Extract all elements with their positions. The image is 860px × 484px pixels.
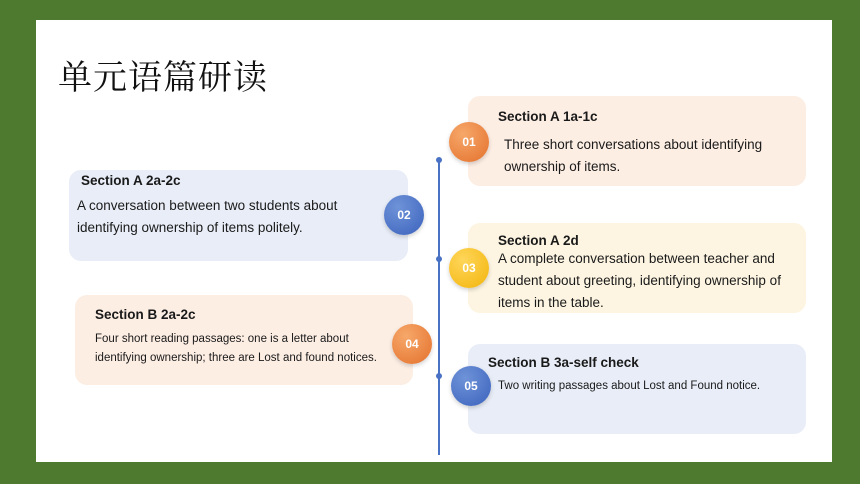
section-number-badge: 01: [449, 122, 489, 162]
timeline-dot: [436, 256, 442, 262]
section-heading: Section B 3a-self check: [488, 355, 639, 370]
section-card-02: [69, 170, 408, 261]
section-card-01: [468, 96, 806, 186]
slide: [36, 20, 832, 462]
timeline-line: [438, 160, 440, 455]
section-card-04: [75, 295, 413, 385]
section-number-badge: 04: [392, 324, 432, 364]
slide-title: 单元语篇研读: [58, 58, 268, 98]
section-heading: Section A 2a-2c: [81, 173, 181, 188]
section-description: A conversation between two students about identifying ownership of items politely.: [77, 198, 338, 235]
section-description: Two writing passages about Lost and Found notice.: [498, 380, 761, 392]
section-description: A complete conversation between teacher and student about greeting, identifying ownership of items in the table.: [498, 251, 781, 310]
section-heading: Section B 2a-2c: [95, 307, 196, 322]
section-description: Four short reading passages: one is a letter about identifying ownership; three are Lost and found notices.: [95, 333, 377, 364]
section-heading: Section A 2d: [498, 233, 579, 248]
timeline-dot: [436, 157, 442, 163]
timeline-dot: [436, 373, 442, 379]
section-card-03: [468, 223, 806, 313]
section-description: Three short conversations about identifying ownership of items.: [504, 137, 763, 174]
section-number-badge: 03: [449, 248, 489, 288]
section-card-05: [468, 344, 806, 434]
section-number-badge: 02: [384, 195, 424, 235]
section-number-badge: 05: [451, 366, 491, 406]
section-heading: Section A 1a-1c: [498, 109, 598, 124]
